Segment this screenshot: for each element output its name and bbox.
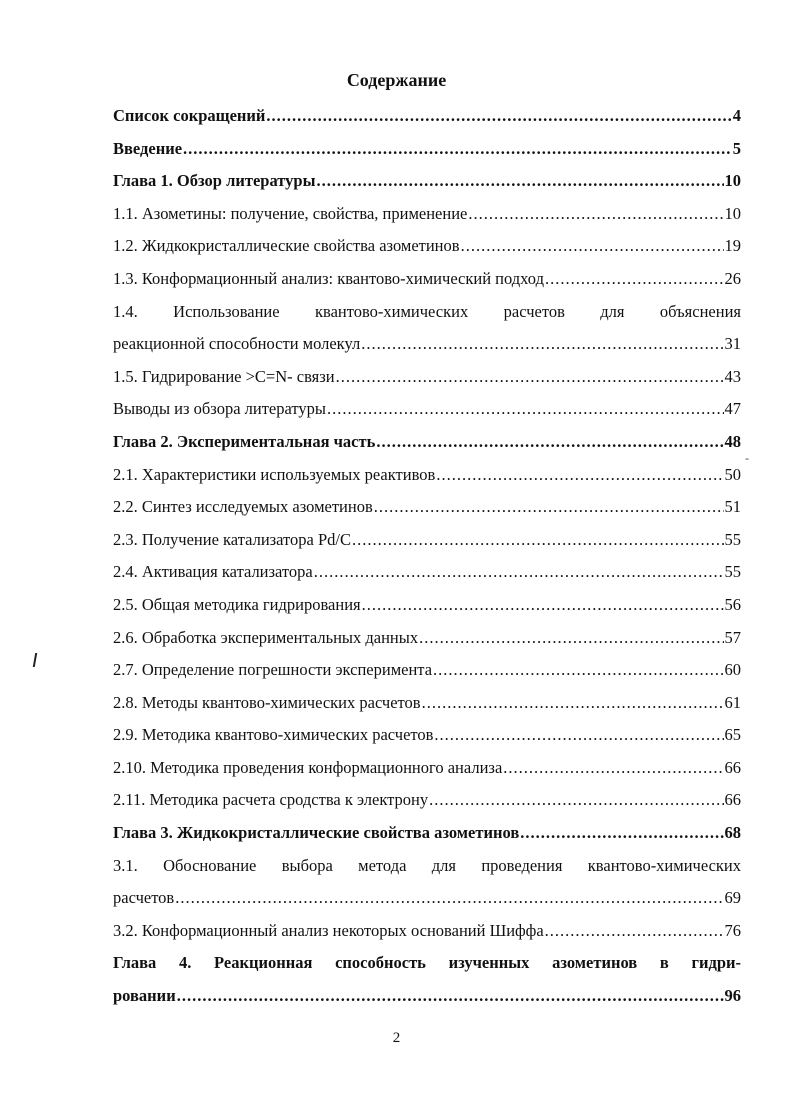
- toc-entry: [113, 850, 741, 883]
- dot-leader: [545, 263, 724, 296]
- toc-page-number: 48: [724, 431, 741, 451]
- toc-page-number: 55: [724, 562, 741, 582]
- dot-leader: [433, 654, 723, 687]
- toc-entry: [113, 100, 741, 133]
- dot-leader: [362, 589, 724, 622]
- dot-leader: [520, 817, 723, 850]
- toc-entry: [113, 719, 741, 752]
- dot-leader: [376, 426, 723, 459]
- toc-entry: [113, 165, 741, 198]
- toc-entry: [113, 230, 741, 263]
- dot-leader: [361, 328, 723, 361]
- toc-entry-text: 3.1. Обоснование выбора метода для проведения квантово-химических: [113, 855, 741, 875]
- toc-entry: [113, 328, 741, 361]
- toc-entry: [113, 296, 741, 329]
- toc-page-number: 47: [724, 399, 741, 419]
- dot-leader: [314, 556, 724, 589]
- toc-page-number: 96: [724, 986, 741, 1006]
- dot-leader: [327, 393, 724, 426]
- toc-page-number: 65: [724, 725, 741, 745]
- toc-entry: [113, 491, 741, 524]
- toc-entry-text: 2.8. Методы квантово-химических расчетов: [113, 692, 421, 712]
- toc-entry-text: Глава 4. Реакционная способность изученных азометинов в гидри-: [113, 953, 741, 973]
- toc-entry-text: 1.3. Конформационный анализ: квантово-химический подход: [113, 268, 544, 288]
- toc-entry-text: 2.5. Общая методика гидрирования: [113, 594, 361, 614]
- toc-entry-text: Глава 2. Экспериментальная часть: [113, 431, 376, 451]
- toc-entry-text: 2.7. Определение погрешности эксперимента: [113, 660, 433, 680]
- toc-entry: [113, 687, 741, 720]
- dot-leader: [434, 719, 723, 752]
- toc-page-number: 60: [724, 660, 741, 680]
- toc-entry-text: Выводы из обзора литературы: [113, 399, 326, 419]
- dot-leader: [461, 230, 724, 263]
- toc-entry-text: 2.3. Получение катализатора Pd/C: [113, 529, 352, 549]
- toc-page-number: 31: [724, 334, 741, 354]
- dot-leader: [545, 915, 724, 948]
- dot-leader: [336, 361, 724, 394]
- table-of-contents: [113, 100, 741, 1013]
- dot-leader: [175, 882, 723, 915]
- toc-entry: [113, 882, 741, 915]
- toc-entry: [113, 263, 741, 296]
- toc-page-number: 55: [724, 529, 741, 549]
- toc-page-number: 66: [724, 757, 741, 777]
- dot-leader: [503, 752, 723, 785]
- toc-entry: [113, 426, 741, 459]
- toc-entry-text: 2.2. Синтез исследуемых азометинов: [113, 497, 373, 517]
- toc-entry: [113, 784, 741, 817]
- toc-entry: [113, 556, 741, 589]
- toc-page-number: 26: [724, 268, 741, 288]
- toc-entry-text: 2.4. Активация катализатора: [113, 562, 313, 582]
- toc-entry-text: 2.10. Методика проведения конформационного анализа: [113, 757, 503, 777]
- page-number: 2: [392, 1030, 401, 1046]
- toc-entry-text: Введение: [113, 138, 183, 158]
- toc-entry-text: Глава 3. Жидкокристаллические свойства азометинов: [113, 823, 520, 843]
- toc-page-number: 69: [724, 888, 741, 908]
- toc-entry-text: 2.9. Методика квантово-химических расчетов: [113, 725, 434, 745]
- toc-page-number: 19: [724, 236, 741, 256]
- toc-entry-text: 1.5. Гидрирование >C=N- связи: [113, 366, 335, 386]
- dot-leader: [183, 133, 732, 166]
- toc-page-number: 43: [724, 366, 741, 386]
- toc-page-number: 66: [724, 790, 741, 810]
- toc-entry-text: 2.11. Методика расчета сродства к электрону: [113, 790, 429, 810]
- margin-mark: [33, 653, 37, 667]
- toc-entry-continuation: ровании: [113, 986, 176, 1006]
- toc-entry-text: 3.2. Конформационный анализ некоторых оснований Шиффа: [113, 920, 544, 940]
- dot-leader: [317, 165, 724, 198]
- dot-leader: [352, 524, 723, 557]
- toc-entry: [113, 947, 741, 980]
- toc-entry: [113, 654, 741, 687]
- toc-entry: [113, 198, 741, 231]
- toc-page-number: 61: [724, 692, 741, 712]
- toc-page-number: 4: [732, 106, 741, 125]
- toc-entry: [113, 133, 741, 166]
- toc-entry-text: 1.2. Жидкокристаллические свойства азометинов: [113, 236, 460, 256]
- toc-entry-text: Список сокращений: [113, 106, 266, 125]
- toc-entry: [113, 361, 741, 394]
- toc-page-number: 76: [724, 920, 741, 940]
- toc-entry-text: 1.1. Азометины: получение, свойства, применение: [113, 203, 468, 223]
- toc-page-number: 5: [732, 138, 741, 158]
- dot-leader: [468, 198, 723, 231]
- toc-page-number: 68: [724, 823, 741, 843]
- toc-page-number: 10: [724, 203, 741, 223]
- toc-page-number: 50: [724, 464, 741, 484]
- toc-entry-text: Глава 1. Обзор литературы: [113, 171, 316, 191]
- toc-entry: [113, 622, 741, 655]
- toc-entry-continuation: расчетов: [113, 888, 175, 908]
- toc-entry: [113, 817, 741, 850]
- toc-entry: [113, 752, 741, 785]
- toc-page-number: 57: [724, 627, 741, 647]
- stray-mark: -: [745, 451, 749, 465]
- dot-leader: [422, 687, 724, 720]
- toc-entry: [113, 524, 741, 557]
- toc-entry: [113, 459, 741, 492]
- dot-leader: [374, 491, 724, 524]
- page-title: Содержание: [346, 70, 447, 90]
- dot-leader: [429, 784, 723, 817]
- toc-entry-text: 1.4. Использование квантово-химических расчетов для объяснения: [113, 301, 741, 321]
- dot-leader: [177, 980, 724, 1013]
- dot-leader: [419, 622, 723, 655]
- toc-entry-text: 2.1. Характеристики используемых реактивов: [113, 464, 436, 484]
- toc-entry: [113, 915, 741, 948]
- toc-entry-text: 2.6. Обработка экспериментальных данных: [113, 627, 419, 647]
- toc-page-number: 56: [724, 594, 741, 614]
- toc-entry: [113, 980, 741, 1013]
- toc-entry: [113, 393, 741, 426]
- toc-page-number: 51: [724, 497, 741, 517]
- toc-page-number: 10: [724, 171, 741, 191]
- toc-entry: [113, 589, 741, 622]
- toc-entry-continuation: реакционной способности молекул: [113, 334, 361, 354]
- dot-leader: [266, 100, 731, 133]
- dot-leader: [436, 459, 723, 492]
